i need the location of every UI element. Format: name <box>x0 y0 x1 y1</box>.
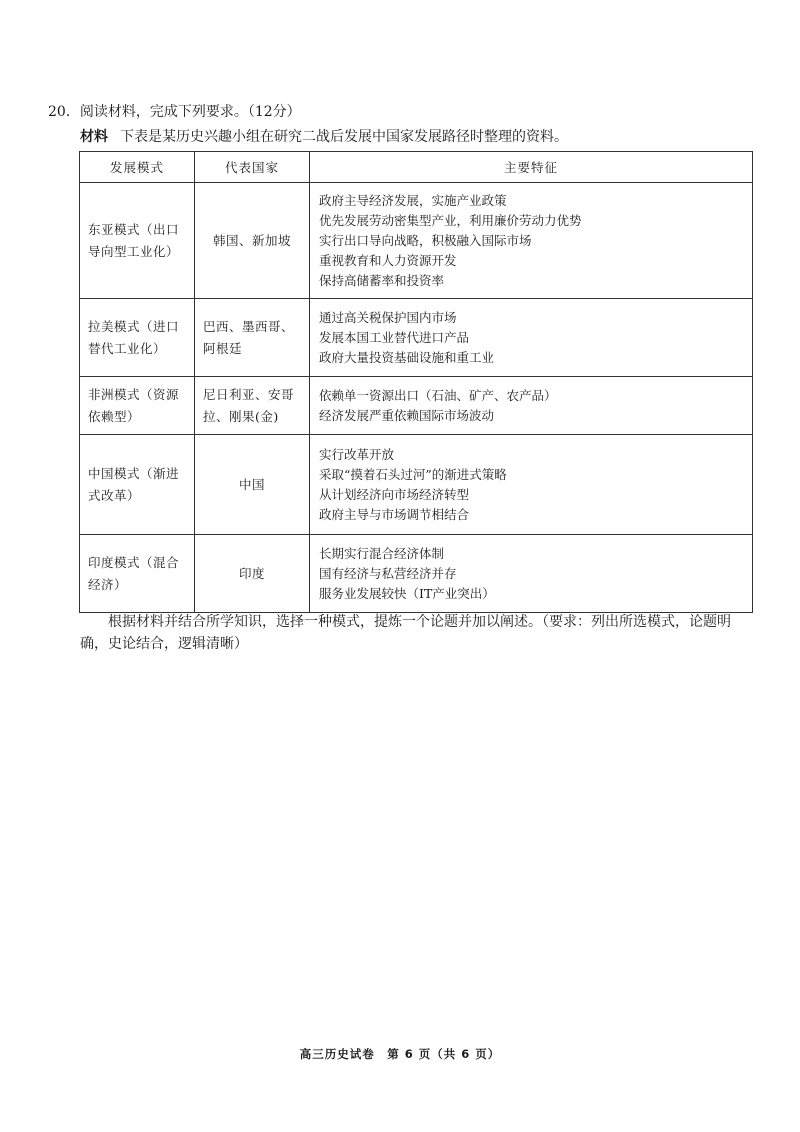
features-cell <box>310 435 753 535</box>
mode-cell: 中国模式（渐进式改革） <box>80 435 195 535</box>
feature-item: 实行改革开放 <box>319 446 395 462</box>
header-country: 代表国家 <box>195 152 310 183</box>
feature-item: 从计划经济向市场经济转型 <box>319 486 470 502</box>
header-mode: 发展模式 <box>80 152 195 183</box>
features-cell <box>310 299 753 377</box>
question-heading: 20．阅读材料，完成下列要求。（12分） <box>48 104 301 120</box>
country-cell: 韩国、新加坡 <box>195 183 310 299</box>
feature-item: 发展本国工业替代进口产品 <box>319 329 470 345</box>
country-cell: 巴西、墨西哥、阿根廷 <box>195 299 310 377</box>
feature-item: 通过高关税保护国内市场 <box>319 309 457 325</box>
feature-item: 实行出口导向战略，积极融入国际市场 <box>319 232 532 248</box>
feature-item: 保持高储蓄率和投资率 <box>319 272 445 288</box>
mode-cell: 东亚模式（出口导向型工业化） <box>80 183 195 299</box>
table-row <box>80 183 753 299</box>
country-cell: 尼日利亚、安哥拉、刚果(金) <box>195 377 310 435</box>
development-models-table <box>79 151 753 613</box>
table-row <box>80 377 753 435</box>
page-footer: 高三历史试卷 第 6 页（共 6 页） <box>299 1047 501 1061</box>
table-row <box>80 435 753 535</box>
feature-item: 服务业发展较快（IT产业突出） <box>319 585 495 601</box>
table-row <box>80 535 753 613</box>
feature-item: 依赖单一资源出口（石油、矿产、农产品） <box>319 387 557 403</box>
country-cell: 中国 <box>195 435 310 535</box>
feature-item: 国有经济与私营经济并存 <box>319 565 457 581</box>
material-intro <box>80 127 568 147</box>
header-features: 主要特征 <box>310 152 753 183</box>
material-tag: 材料 <box>80 129 108 145</box>
feature-item: 经济发展严重依赖国际市场波动 <box>319 407 495 423</box>
material-description: 下表是某历史兴趣小组在研究二战后发展中国家发展路径时整理的资料。 <box>120 129 568 145</box>
mode-cell: 印度模式（混合经济） <box>80 535 195 613</box>
features-cell <box>310 377 753 435</box>
feature-item: 长期实行混合经济体制 <box>319 545 445 561</box>
mode-cell: 非洲模式（资源依赖型） <box>80 377 195 435</box>
country-cell: 印度 <box>195 535 310 613</box>
feature-item: 政府主导经济发展，实施产业政策 <box>319 192 507 208</box>
feature-item: 政府主导与市场调节相结合 <box>319 506 470 522</box>
feature-item: 政府大量投资基础设施和重工业 <box>319 349 495 365</box>
table-row <box>80 299 753 377</box>
table-header-row <box>80 152 753 183</box>
mode-cell: 拉美模式（进口替代工业化） <box>80 299 195 377</box>
question-prompt: 根据材料并结合所学知识，选择一种模式，提炼一个论题并加以阐述。（要求：列出所选模式，论题明确，史论结合，逻辑清晰） <box>80 614 731 652</box>
features-cell <box>310 535 753 613</box>
features-cell <box>310 183 753 299</box>
feature-item: 采取“摸着石头过河”的渐进式策略 <box>319 466 507 482</box>
feature-item: 重视教育和人力资源开发 <box>319 252 457 268</box>
feature-item: 优先发展劳动密集型产业，利用廉价劳动力优势 <box>319 212 582 228</box>
